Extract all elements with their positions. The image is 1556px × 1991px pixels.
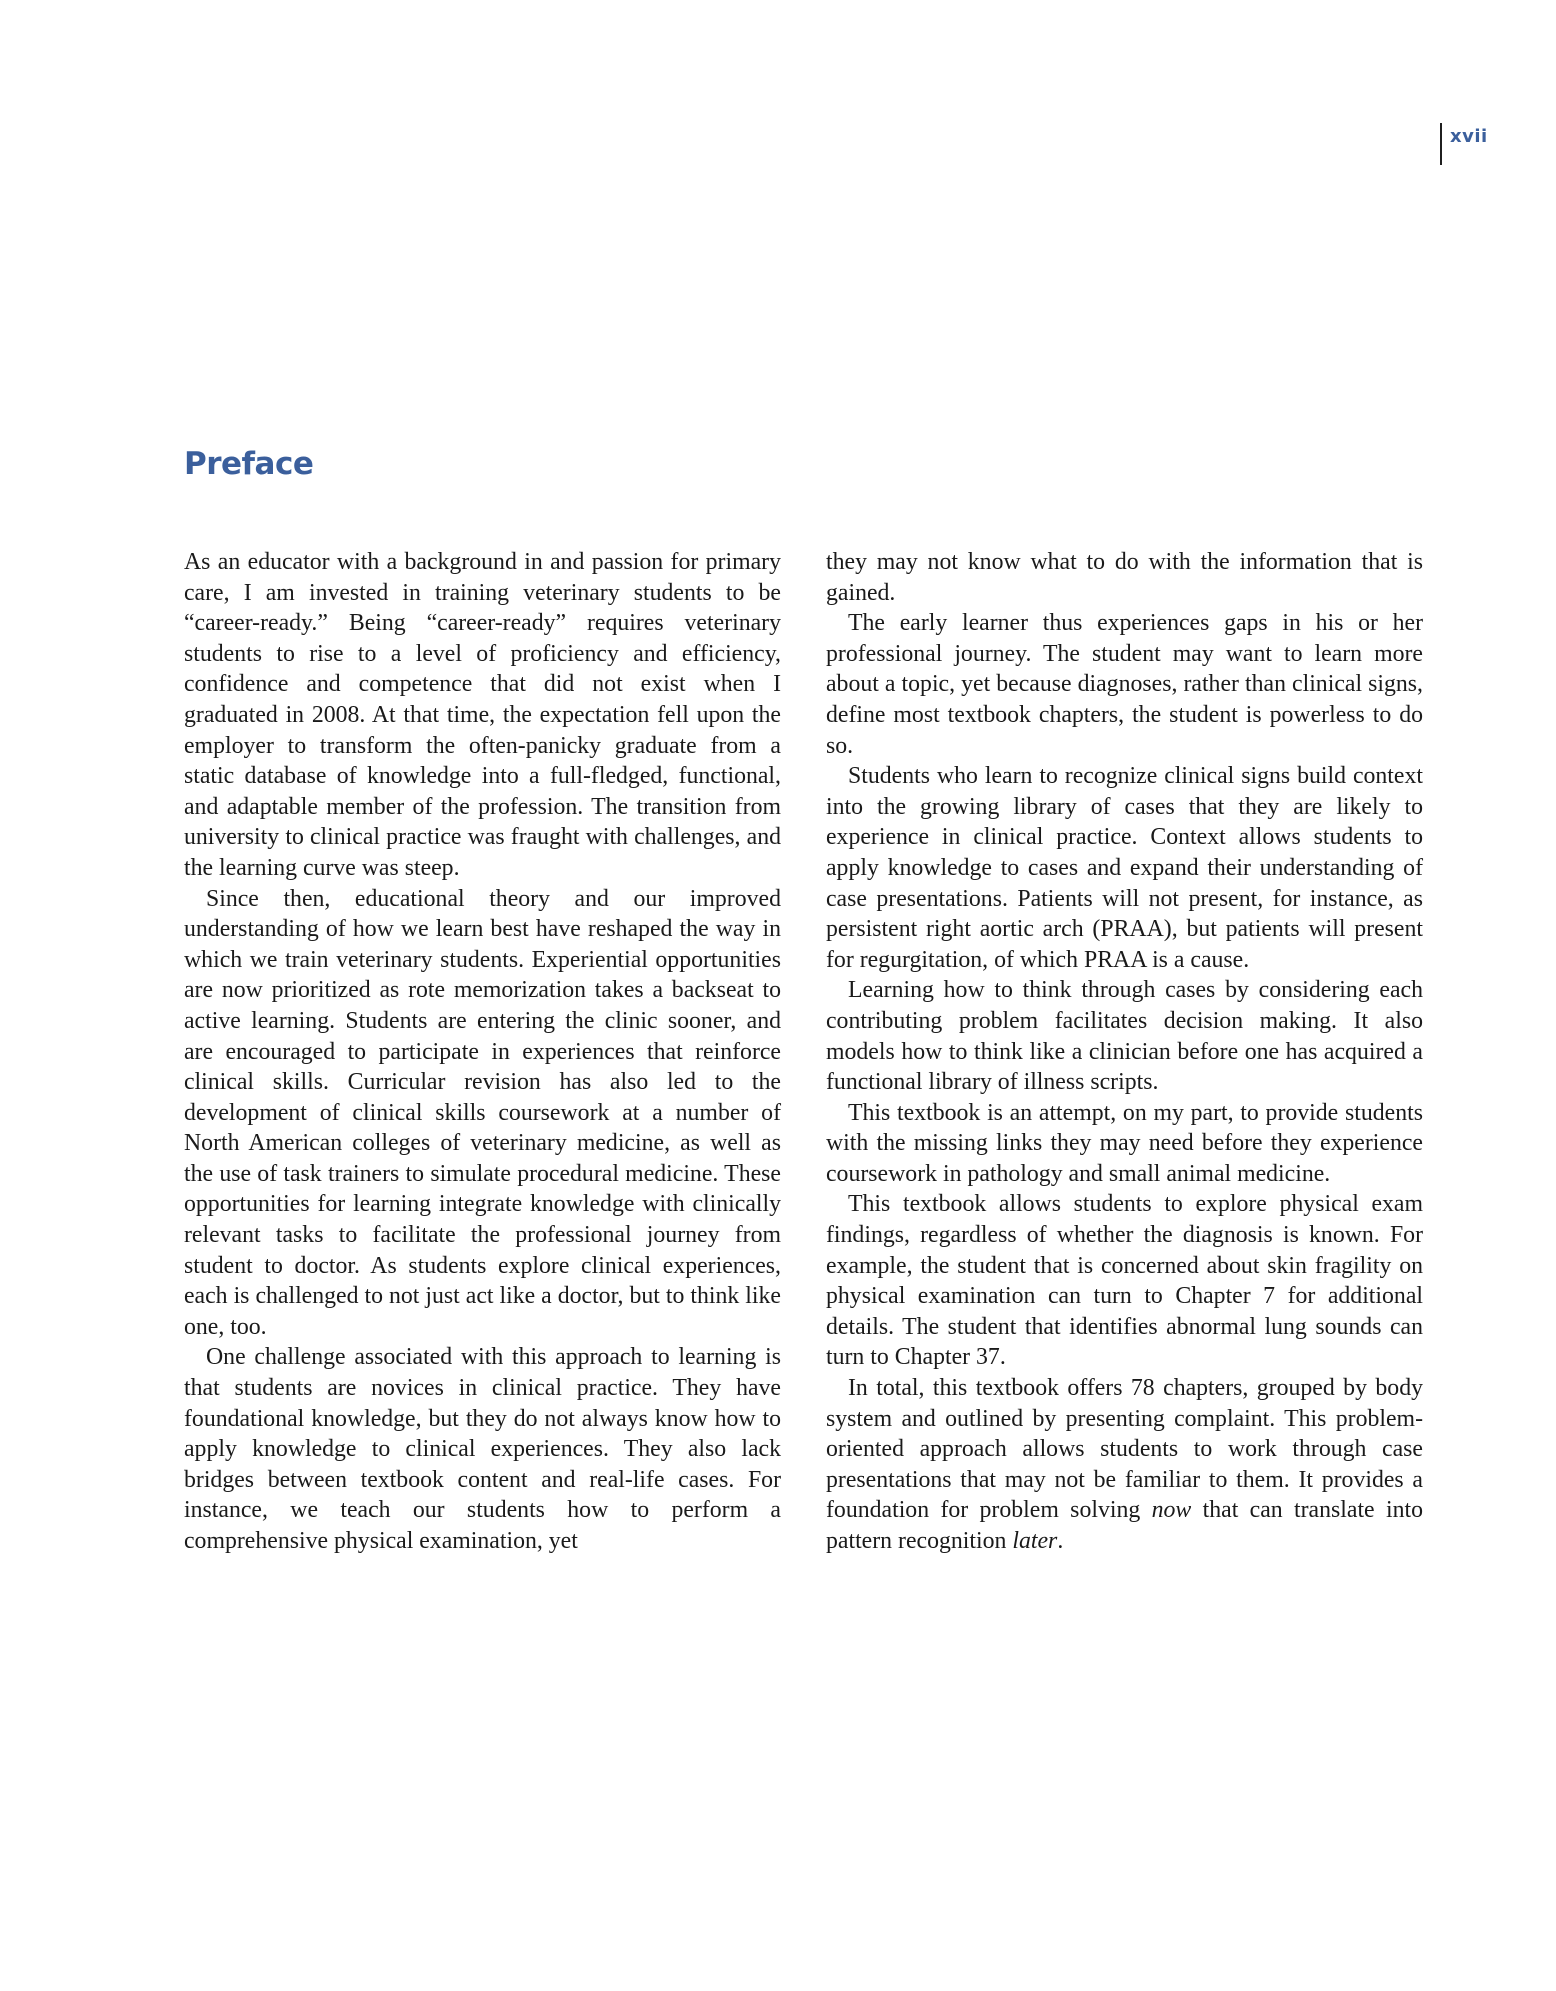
paragraph: Since then, educational theory and our improved understanding of how we learn best have reshaped the way in which we train veterinary students. Experiential opportunities are now prioritized as rote memorization takes a backseat to active learning. Students are entering the clinic sooner, and are encouraged to participate in experiences that reinforce clinical skills. Curricular revision has also led to the development of clinical skills coursework at a number of North American colleges of veterinary medicine, as well as the use of task trainers to simulate procedural medicine. These opportunities for learning integrate knowledge with clinically relevant tasks to facilitate the professional journey from student to doctor. As students explore clinical experiences, each is challenged to not just act like a doctor, but to think like one, too. [184, 885, 781, 1340]
emphasis-now: now [1151, 1497, 1192, 1524]
page-number: xvii [1450, 126, 1488, 147]
paragraph-text: In total, this textbook offers 78 chapters, grouped by body system and outlined by presenting complaint. This problem-oriented approach allows students to work through case presentations that may not be familiar to them. It provides a foundation for problem solving [826, 1375, 1423, 1524]
paragraph: Learning how to think through cases by considering each contributing problem facilitates decision making. It also models how to think like a clinician before one has acquired a functional library of illness scripts. [826, 977, 1423, 1096]
left-column [184, 547, 781, 1557]
paragraph: This textbook is an attempt, on my part, to provide students with the missing links they may need before they experience coursework in pathology and small animal medicine. [826, 1099, 1423, 1187]
page-number-rule [1440, 123, 1442, 165]
paragraph: This textbook allows students to explore physical exam findings, regardless of whether the diagnosis is known. For example, the student that is concerned about skin fragility on physical examination can turn to Chapter 7 for additional details. The student that identifies abnormal lung sounds can turn to Chapter 37. [826, 1191, 1423, 1371]
paragraph: Students who learn to recognize clinical signs build context into the growing library of cases that they are likely to experience in clinical practice. Context allows students to apply knowledge to cases and expand their understanding of case presentations. Patients will not present, for instance, as persistent right aortic arch (PRAA), but patients will present for regurgitation, of which PRAA is a cause. [826, 763, 1423, 973]
paragraph: The early learner thus experiences gaps in his or her professional journey. The student may want to learn more about a topic, yet because diagnoses, rather than clinical signs, define most textbook chapters, the student is powerless to do so. [826, 610, 1423, 759]
right-column [826, 547, 1423, 1557]
paragraph: As an educator with a background in and passion for primary care, I am invested in training veterinary students to be “career-ready.” Being “career-ready” requires veterinary students to rise to a level of proficiency and efficiency, confidence and competence that did not exist when I graduated in 2008. At that time, the expectation fell upon the employer to transform the often-panicky graduate from a static database of knowledge into a full-fledged, functional, and adaptable member of the profession. The transition from university to clinical practice was fraught with challenges, and the learning curve was steep. [184, 549, 781, 881]
paragraph-text: that can translate into pattern recognition [826, 1497, 1423, 1554]
emphasis-later: later [1012, 1528, 1058, 1554]
paragraph: One challenge associated with this approach to learning is that students are novices in clinical practice. They have foundational knowledge, but they do not always know how to apply knowledge to clinical experiences. They also lack bridges between textbook content and real-life cases. For instance, we teach our students how to perform a comprehensive physical examination, yet [184, 1344, 781, 1554]
paragraph-end: . [1057, 1528, 1064, 1554]
page-title: Preface [184, 446, 314, 482]
paragraph: they may not know what to do with the information that is gained. [826, 549, 1423, 606]
paragraph [826, 1373, 1423, 1557]
